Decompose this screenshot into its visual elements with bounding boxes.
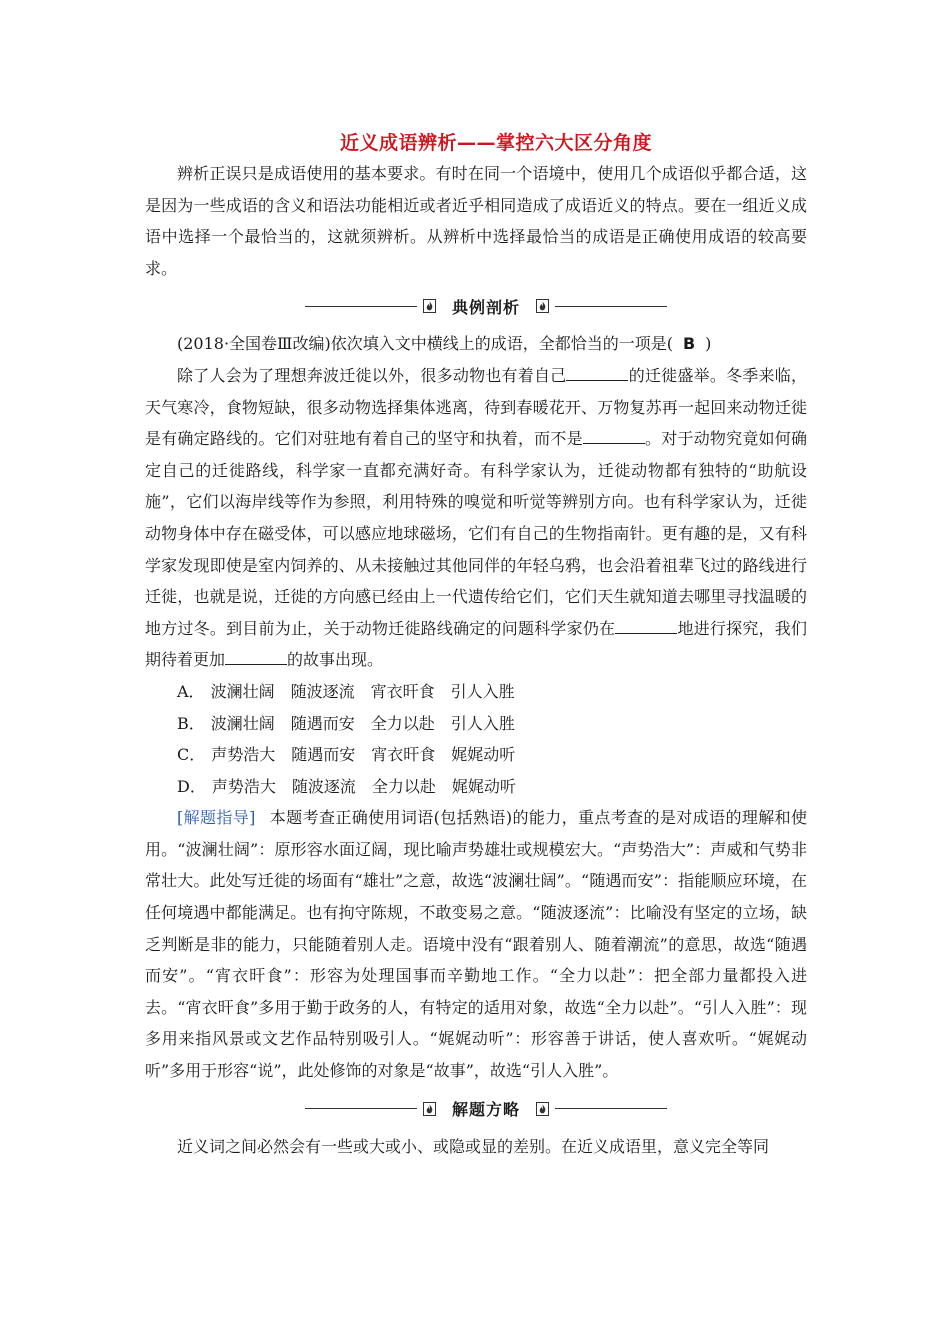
solution-guide	[145, 802, 807, 1086]
passage-paragraph	[145, 360, 807, 676]
fill-blank-2	[583, 427, 645, 444]
option-word: 宵衣旰食	[370, 681, 435, 701]
fill-blank-1	[566, 364, 628, 381]
option-word: 随遇而安	[290, 713, 355, 733]
option-letter: D．	[177, 776, 206, 796]
intro-paragraph: 辨析正误只是成语使用的基本要求。有时在同一个语境中，使用几个成语似乎都合适，这是因为一些成语的含义和语法功能相近或者近乎相同造成了成语近义的特点。要在一组近义成语中选择一个最恰当的，这就须辨析。从辨析中选择最恰当的成语是正确使用成语的较高要求。	[145, 164, 807, 278]
option-c	[145, 739, 807, 771]
option-word: 娓娓动听	[451, 776, 516, 796]
divider-line-left	[305, 1108, 417, 1109]
divider-line-right	[555, 1108, 667, 1109]
passage-text-5: 的故事出现。	[287, 650, 384, 670]
flame-icon	[536, 1102, 549, 1116]
option-word: 引人入胜	[450, 681, 515, 701]
option-word: 声势浩大	[211, 745, 276, 765]
question-stem	[145, 328, 807, 360]
passage-text-1: 除了人会为了理想奔波迁徙以外，很多动物也有着自己	[177, 365, 567, 385]
option-word: 全力以赴	[370, 713, 435, 733]
option-word: 波澜壮阔	[210, 681, 275, 701]
flame-icon	[423, 1102, 436, 1116]
passage-text-4: 地进行探究，我们期待着更加	[145, 618, 807, 670]
passage-text-2: 的迁徙盛举。冬季来临，天气寒冷，食物短缺，很多动物选择集体逃离，待到春暖花开、万物复苏再一起回来动物迁徙是有确定路线的。它们对驻地有着自己的坚守和执着，而不是	[145, 365, 807, 449]
option-a	[145, 676, 807, 708]
passage-text-3: 。对于动物究竟如何确定自己的迁徙路线，科学家一直都充满好奇。有科学家认为，迁徙动物都有独特的“助航设施”，它们以海岸线等作为参照，利用特殊的嗅觉和听觉等辨别方向。也有科学家认为，迁徙动物身体中存在磁受体，可以感应地球磁场，它们有自己的生物指南针。更有趣的是，又有科学家发现即使是室内饲养的、从未接触过其他同伴的年轻乌鸦，也会沿着祖辈飞过的路线进行迁徙，也就是说，迁徙的方向感已经由上一代遗传给它们，它们天生就知道去哪里寻找温暖的地方过冬。到目前为止，关于动物迁徙路线确定的问题科学家仍在	[145, 429, 807, 638]
answer-letter: B	[682, 334, 696, 354]
option-word: 娓娓动听	[451, 745, 516, 765]
document-page	[145, 128, 807, 1162]
option-letter: B．	[177, 713, 205, 733]
option-letter: A．	[177, 681, 205, 701]
fill-blank-4	[225, 648, 287, 665]
section-divider-examples	[165, 284, 807, 328]
option-d	[145, 771, 807, 803]
section-label: 典例剖析	[451, 297, 520, 317]
guide-text: 本题考查正确使用词语(包括熟语)的能力，重点考查的是对成语的理解和使用。“波澜壮阔”：原形容水面辽阔，现比喻声势雄壮或规模宏大。“声势浩大”：声威和气势非常壮大。此处写迁徙的场面有“雄壮”之意，故选“波澜壮阔”。“随遇而安”：指能顺应环境，在任何境遇中都能满足。也有拘守陈规，不敢变易之意。“随波逐流”：比喻没有坚定的立场，缺乏判断是非的能力，只能随着别人走。语境中没有“跟着别人、随着潮流”的意思，故选“随遇而安”。“宵衣旰食”：形容为处理国事而辛勤地工作。“全力以赴”：把全部力量都投入进去。“宵衣旰食”多用于勤于政务的人，有特定的适用对象，故选“全力以赴”。“引人入胜”：现多用来指风景或文艺作品特别吸引人。“娓娓动听”：形容善于讲话，使人喜欢听。“娓娓动听”多用于形容“说”，此处修饰的对象是“故事”，故选“引人入胜”。	[145, 808, 807, 1081]
question-prefix: (2018·全国卷Ⅲ改编)依次填入文中横线上的成语，全都恰当的一项是(	[177, 334, 673, 354]
option-word: 声势浩大	[211, 776, 276, 796]
closing-paragraph: 近义词之间必然会有一些或大或小、或隐或显的差别。在近义成语里，意义完全等同	[177, 1136, 770, 1156]
option-word: 波澜壮阔	[210, 713, 275, 733]
option-word: 随波逐流	[291, 776, 356, 796]
option-word: 引人入胜	[450, 713, 515, 733]
answer-options	[145, 676, 807, 802]
section-label: 解题方略	[451, 1100, 520, 1120]
option-b	[145, 708, 807, 740]
page-title: 近义成语辨析——掌控六大区分角度	[339, 132, 652, 154]
option-word: 全力以赴	[371, 776, 436, 796]
question-suffix: )	[705, 334, 712, 354]
guide-tag: [解题指导]	[177, 808, 256, 828]
option-word: 随遇而安	[291, 745, 356, 765]
divider-line-left	[305, 306, 417, 307]
fill-blank-3	[615, 617, 677, 634]
section-divider-strategy	[165, 1087, 807, 1131]
flame-icon	[423, 299, 436, 313]
option-word: 随波逐流	[290, 681, 355, 701]
divider-line-right	[555, 306, 667, 307]
flame-icon	[536, 299, 549, 313]
option-letter: C．	[177, 745, 206, 765]
option-word: 宵衣旰食	[371, 745, 436, 765]
